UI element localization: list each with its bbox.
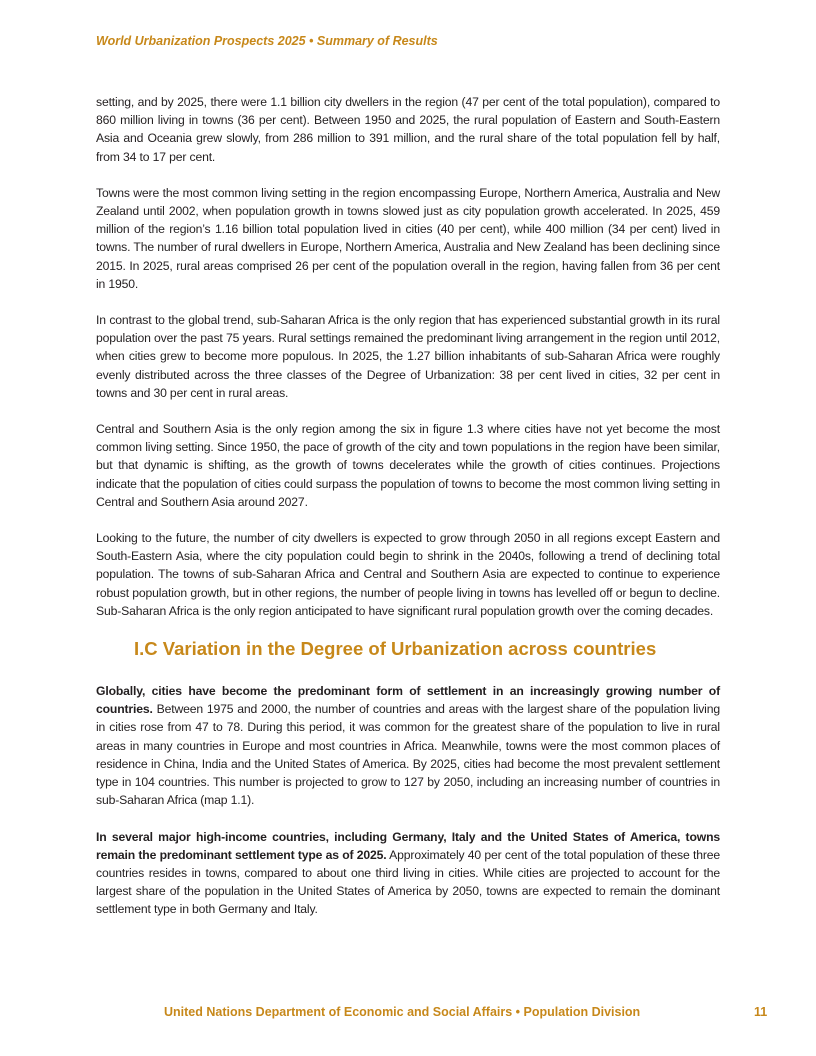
section-paragraph-1-body: Between 1975 and 2000, the number of countries and areas with the largest share of the population living in cities rose from 47 to 78. During this period, it was common for the greatest share of the population to live in rural areas in many countries in Europe and most countries in Africa. Meanwhile, towns were the most common places of residence in China, India and the United States of America. By 2025, cities had become the most prevalent settlement type in 104 countries. This number is projected to grow to 127 by 2050, including an increasing number of countries in sub-Saharan Africa (map 1.1).: [96, 702, 720, 808]
section-heading: I.C Variation in the Degree of Urbanization across countries: [134, 638, 657, 660]
section-paragraph-1-lead: Globally, cities have become the predominant form of settlement in an increasingly growing number of countries.: [96, 684, 720, 717]
body-paragraph-5: Looking to the future, the number of city dwellers is expected to grow through 2050 in all regions except Eastern and South-Eastern Asia, where the city population could begin to shrink in the 2040s, following a trend of declining total population. The towns of sub-Saharan Africa and Central and Southern Asia are expected to continue to experience robust population growth, but in other regions, the number of people living in towns has levelled off or begun to decline. Sub-Saharan Africa is the only region anticipated to have significant rural population growth over the coming decades.: [96, 531, 720, 618]
page-number: 11: [754, 1005, 768, 1019]
page-body: [96, 93, 720, 937]
body-paragraph-4: Central and Southern Asia is the only region among the six in figure 1.3 where cities have not yet become the most common living setting. Since 1950, the pace of growth of the city and town populations in the region have been similar, but that dynamic is shifting, as the growth of towns decelerates while the growth of cities continues. Projections indicate that the population of cities could surpass the population of towns to become the most common living setting in Central and Southern Asia around 2027.: [96, 422, 720, 509]
body-paragraph-3: In contrast to the global trend, sub-Saharan Africa is the only region that has experienced substantial growth in its rural population over the past 75 years. Rural settings remained the predominant living arrangement in the region until 2012, when cities grew to become more populous. In 2025, the 1.27 billion inhabitants of sub-Saharan Africa were roughly evenly distributed across the three classes of the Degree of Urbanization: 38 per cent lived in cities, 32 per cent in towns and 30 per cent in rural areas.: [96, 313, 720, 400]
section-paragraph-2-lead: In several major high-income countries, including Germany, Italy and the United States of America, towns remain the predominant settlement type as of 2025.: [96, 829, 720, 862]
body-paragraph-2: Towns were the most common living setting in the region encompassing Europe, Northern America, Australia and New Zealand until 2002, when population growth in towns slowed just as city population growth accelerated. In 2025, 459 million of the region’s 1.16 billion total population lived in cities (40 per cent), while 400 million (34 per cent) lived in towns. The number of rural dwellers in Europe, Northern America, Australia and New Zealand has been declining since 2015. In 2025, rural areas comprised 26 per cent of the population overall in the region, having fallen from 36 per cent in 1950.: [96, 185, 720, 291]
section-paragraph-2-body: Approximately 40 per cent of the total population of these three countries resides in towns, compared to about one third living in cities. While cities are projected to account for the largest share of the population in the United States of America by 2050, towns are expected to remain the dominant settlement type in both Germany and Italy.: [96, 847, 720, 917]
section-paragraph-1: [96, 682, 720, 809]
running-footer: United Nations Department of Economic and Social Affairs • Population Division: [164, 1005, 641, 1019]
body-paragraph-1: setting, and by 2025, there were 1.1 billion city dwellers in the region (47 per cent of the total population), compared to 860 million living in towns (36 per cent). Between 1950 and 2025, the rural population of Eastern and South-Eastern Asia and Oceania grew slowly, from 286 million to 391 million, and the rural share of the total population fell by half, from 34 to 17 per cent.: [96, 95, 720, 164]
section-paragraph-2: [96, 828, 720, 919]
running-header: World Urbanization Prospects 2025 • Summary of Results: [96, 34, 438, 48]
